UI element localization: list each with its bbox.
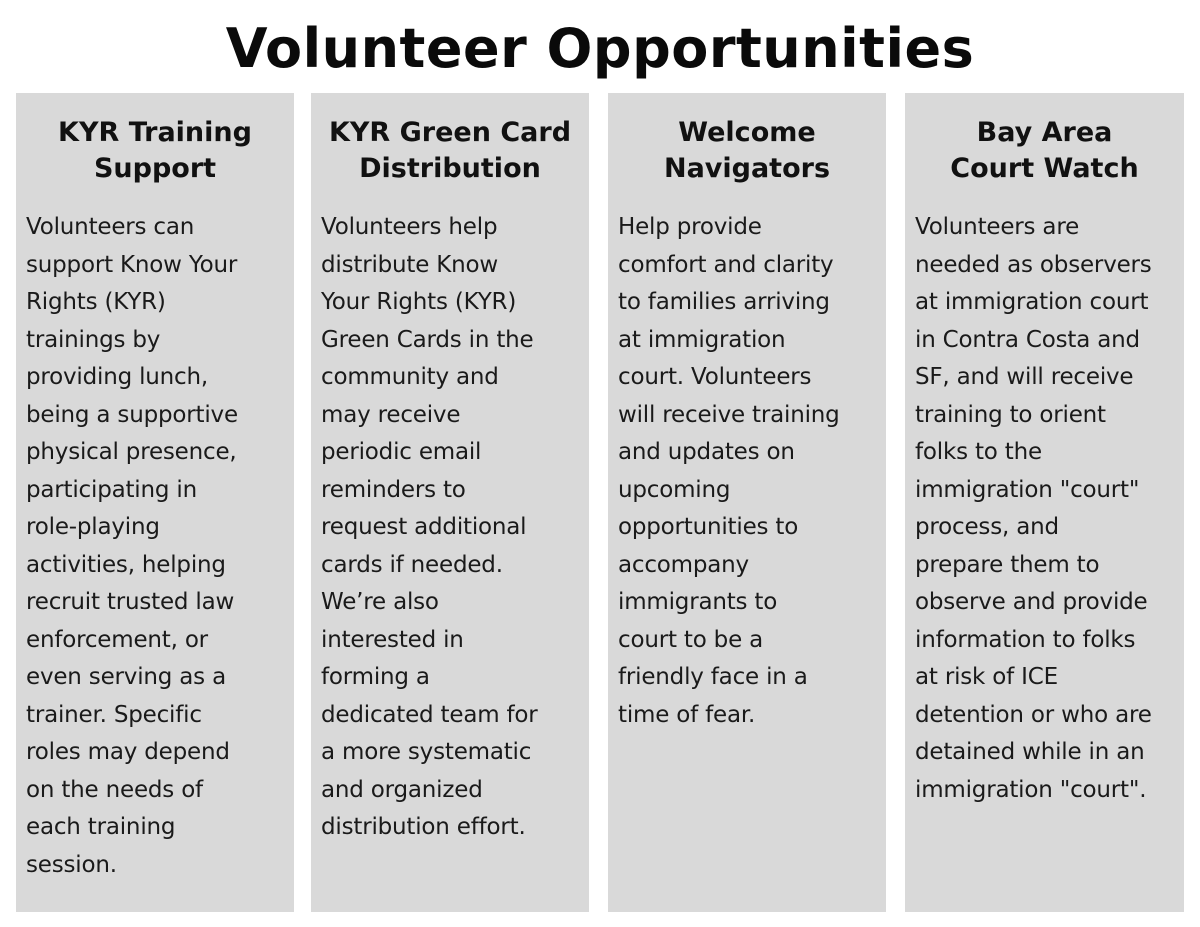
card-description: Volunteers help distribute Know Your Rights (KYR) Green Cards in the community and may receive periodic email reminders to request additional cards if needed. We’re also interested in forming a dedicated team for a more systematic and organized distribution effort. xyxy=(321,214,538,840)
card-description: Volunteers can support Know Your Rights (KYR) trainings by providing lunch, being a supportive physical presence, participating in role-playing activities, helping recruit trusted law enforcement, or even serving as a trainer. Specific roles may depend on the needs of each training session. xyxy=(26,214,238,878)
card-description: Volunteers are needed as observers at immigration court in Contra Costa and SF, and will receive training to orient folks to the immigration "court" process, and prepare them to observe and provide information to folks at risk of ICE detention or who are detained while in an immigration "court". xyxy=(915,214,1152,803)
card-welcome-navigators xyxy=(608,93,886,912)
card-heading: Bay Area Court Watch xyxy=(950,117,1139,184)
card-bay-area-court-watch xyxy=(905,93,1184,912)
card-kyr-training-support xyxy=(16,93,294,912)
card-heading: KYR Green Card Distribution xyxy=(328,117,572,184)
card-heading: KYR Training Support xyxy=(58,117,252,184)
card-heading: Welcome Navigators xyxy=(663,117,831,184)
opportunity-columns xyxy=(0,93,1200,913)
card-kyr-green-card-distribution xyxy=(311,93,589,912)
card-description: Help provide comfort and clarity to families arriving at immigration court. Volunteers will receive training and updates on upcoming opportunities to accompany immigrants to court to be a friendly face in a time of fear. xyxy=(618,214,840,728)
page-title: Volunteer Opportunities xyxy=(225,17,975,80)
